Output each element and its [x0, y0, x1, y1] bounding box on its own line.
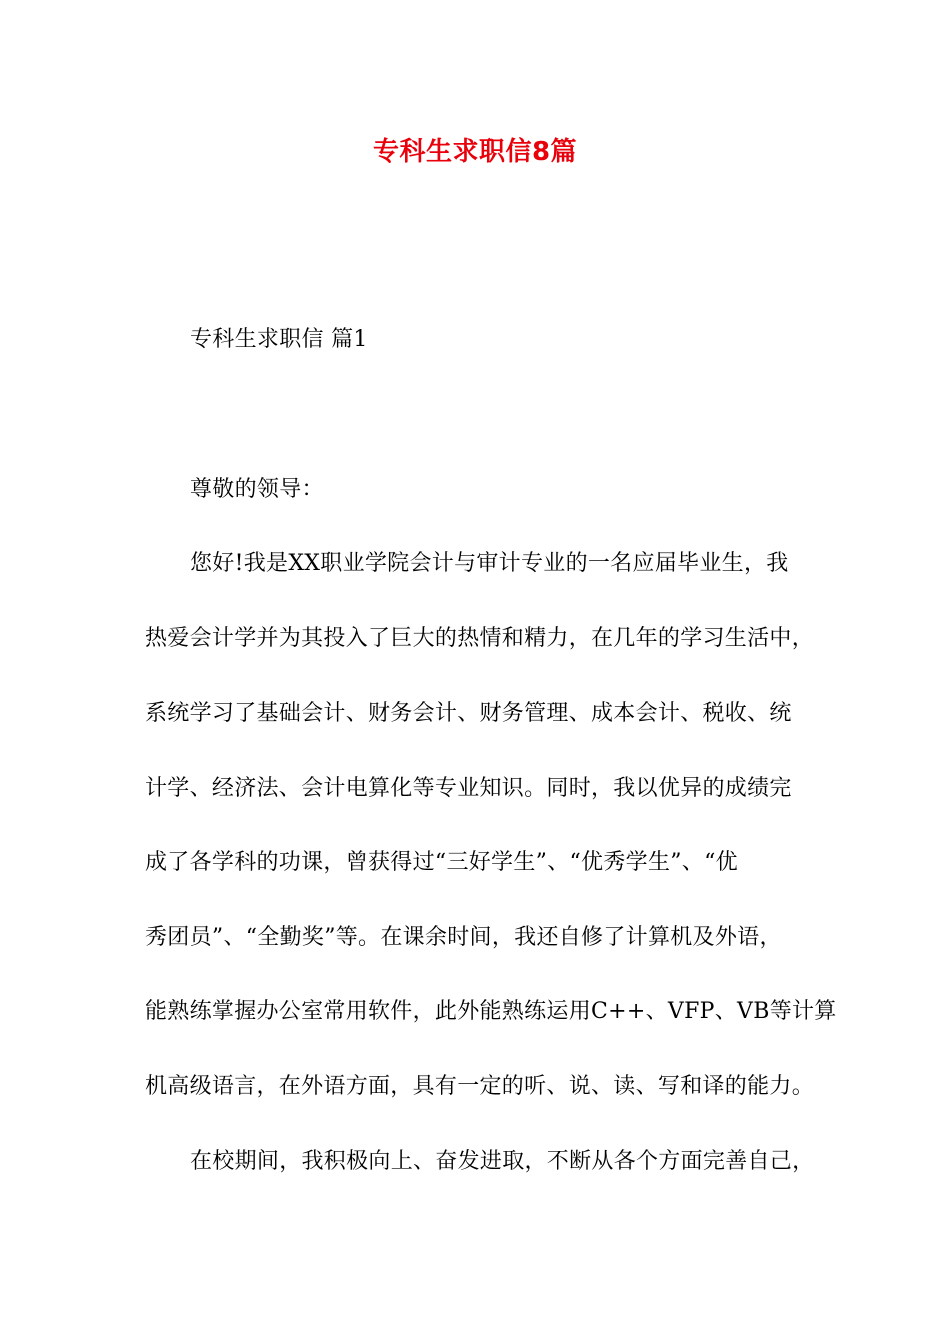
paragraph-line: 您好!我是XX职业学院会计与审计专业的一名应届毕业生，我: [190, 551, 789, 576]
salutation: 尊敬的领导：: [190, 477, 324, 502]
paragraph-line: 在校期间，我积极向上、奋发进取，不断从各个方面完善自己，: [190, 1149, 815, 1174]
paragraph-line: 能熟练掌握办公室常用软件，此外能熟练运用C++、VFP、VB等计算: [145, 999, 837, 1024]
paragraph-line: 计学、经济法、会计电算化等专业知识。同时，我以优异的成绩完: [145, 776, 792, 801]
paragraph-line: 热爱会计学并为其投入了巨大的热情和精力，在几年的学习生活中，: [145, 626, 815, 651]
paragraph-line: 秀团员”、“全勤奖”等。在课余时间，我还自修了计算机及外语，: [145, 925, 782, 950]
section-heading: 专科生求职信 篇1: [190, 327, 368, 352]
paragraph-line: 机高级语言，在外语方面，具有一定的听、说、读、写和译的能力。: [145, 1074, 815, 1099]
paragraph-line: 系统学习了基础会计、财务会计、财务管理、成本会计、税收、统: [145, 701, 792, 726]
document-title: 专科生求职信8篇: [372, 137, 578, 167]
paragraph-line: 成了各学科的功课，曾获得过“三好学生”、“优秀学生”、“优: [145, 850, 738, 875]
